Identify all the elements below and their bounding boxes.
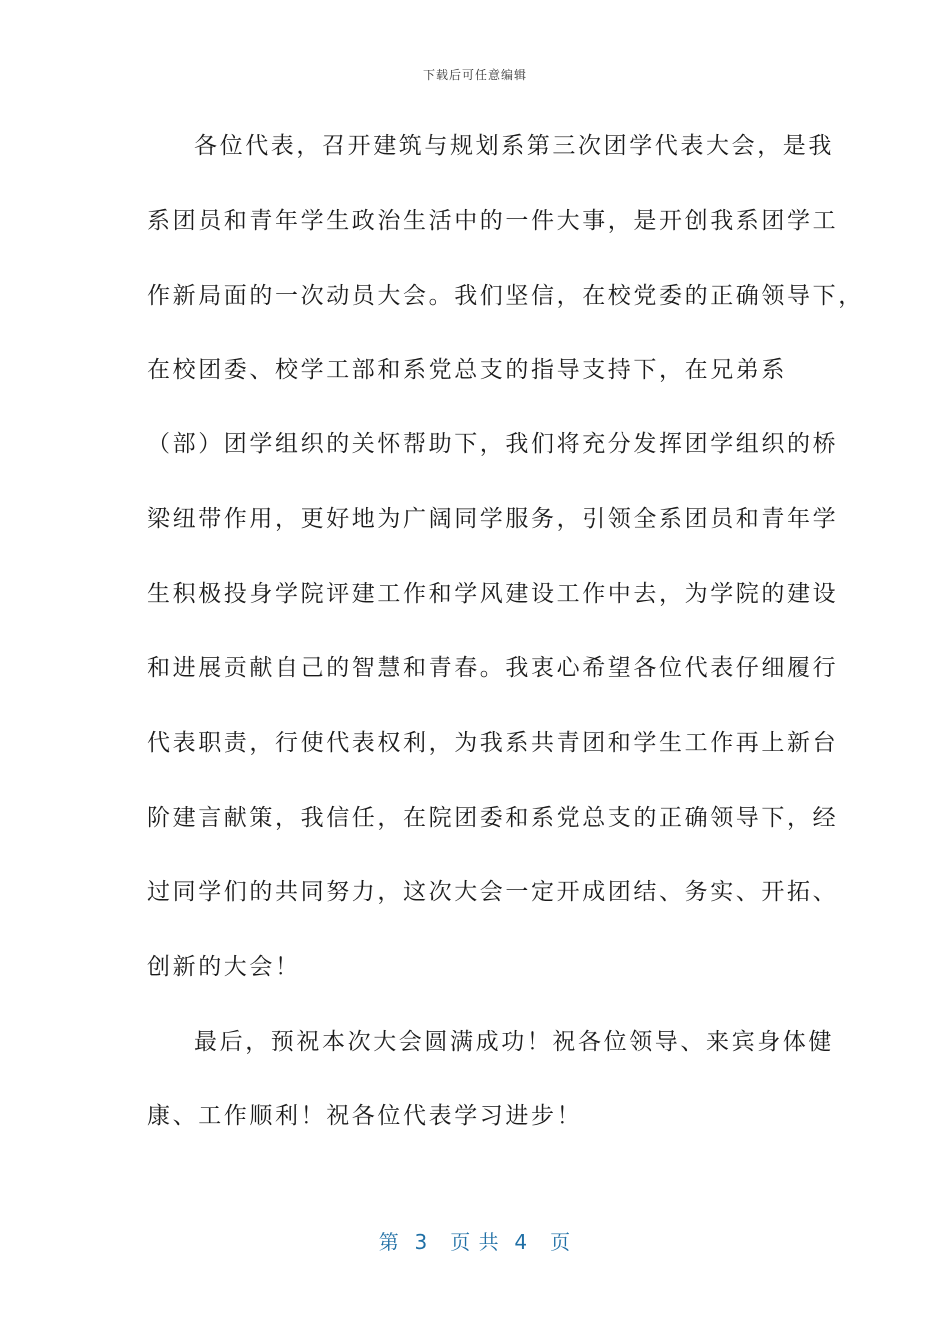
page-number-footer: 第 3 页 共 4 页 [378,1230,572,1254]
paragraph-line: 生积极投身学院评建工作和学风建设工作中去，为学院的建设 [147,581,839,607]
paragraph-line: 创新的大会！ [147,954,301,980]
paragraph-line: 过同学们的共同努力，这次大会一定开成团结、务实、开拓、 [147,879,839,905]
paragraph-line: （部）团学组织的关怀帮助下，我们将充分发挥团学组织的桥 [147,431,839,457]
paragraph-line: 最后，预祝本次大会圆满成功！祝各位领导、来宾身体健 [194,1029,834,1055]
paragraph-line: 阶建言献策，我信任，在院团委和系党总支的正确领导下，经 [147,805,839,831]
paragraph-line: 作新局面的一次动员大会。我们坚信，在校党委的正确领导下， [147,283,864,309]
paragraph-line: 系团员和青年学生政治生活中的一件大事，是开创我系团学工 [147,208,839,234]
paragraph-line: 康、工作顺利！祝各位代表学习进步！ [147,1103,583,1129]
paragraph-line: 在校团委、校学工部和系党总支的指导支持下，在兄弟系 [147,357,787,383]
paragraph-line: 梁纽带作用，更好地为广阔同学服务，引领全系团员和青年学 [147,506,839,532]
page-header: 下载后可任意编辑 [422,68,527,82]
paragraph-line: 各位代表，召开建筑与规划系第三次团学代表大会，是我 [194,133,834,159]
paragraph-line: 代表职责，行使代表权利，为我系共青团和学生工作再上新台 [147,730,839,756]
paragraph-line: 和进展贡献自己的智慧和青春。我衷心希望各位代表仔细履行 [147,655,839,681]
